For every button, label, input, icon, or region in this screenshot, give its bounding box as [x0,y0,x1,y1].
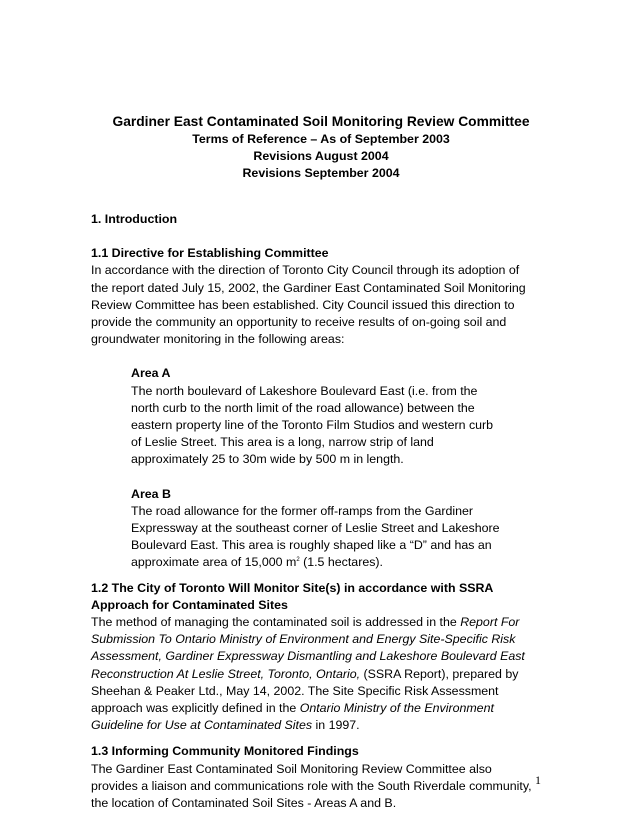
area-a-line: The north boulevard of Lakeshore Boulevard East (i.e. from the [131,383,478,398]
section-1-1-line: Review Committee has been established. City Council issued this direction to [91,297,515,312]
section-1-2-line [91,700,561,717]
section-1-2-text: approach was explicitly defined in the [91,701,300,716]
section-1-2-text: in 1997. [312,718,360,733]
section-1-2-text: (SSRA Report), prepared by [360,666,519,681]
subtitle-terms-of-reference: Terms of Reference – As of September 2003 [192,132,450,146]
section-1-2-line [91,717,561,734]
document-title: Gardiner East Contaminated Soil Monitoring Review Committee [112,114,530,129]
area-a-line: of Leslie Street. This area is a long, narrow strip of land [131,435,434,450]
area-b-line: The road allowance for the former off-ramps from the Gardiner [131,503,474,518]
section-1-2-heading: 1.2 The City of Toronto Will Monitor Site(s) in accordance with SSRA [91,580,494,595]
page-number: 1 [535,773,541,787]
area-a-line: north curb to the north limit of the road allowance) between the [131,400,475,415]
section-1-2-text: The method of managing the contaminated soil is addressed in the [91,615,461,630]
section-1-2-line: Sheehan & Peaker Ltd., May 14, 2002. The Site Specific Risk Assessment [91,683,499,698]
section-1-1-line: provide the community an opportunity to receive results of on-going soil and [91,315,507,330]
area-b-line: Boulevard East. This area is roughly shaped like a “D” and has an [131,538,492,553]
squared-superscript: 2 [296,557,300,564]
report-title-italic: Submission To Ontario Ministry of Environment and Energy Site-Specific Risk [91,632,516,647]
guideline-title-italic: Guideline for Use at Contaminated Sites [91,718,313,733]
area-b-hectares-text: (1.5 hectares). [299,555,383,570]
section-1-heading: 1. Introduction [91,212,178,226]
section-1-3-line: The Gardiner East Contaminated Soil Monitoring Review Committee also [91,761,492,776]
section-1-3-heading: 1.3 Informing Community Monitored Findings [91,744,359,759]
area-a-block [91,365,561,468]
title-block [90,113,552,182]
subtitle-revision-september: Revisions September 2004 [242,166,400,180]
document-body [91,211,561,812]
area-b-block [91,486,561,572]
area-b-area-text: approximate area of 15,000 m [131,555,297,570]
section-1-2-line [91,614,561,631]
section-1-1-line: the report dated July 15, 2002, the Gardiner East Contaminated Soil Monitoring [91,280,526,295]
area-a-line: eastern property line of the Toronto Film Studios and western curb [131,418,494,433]
area-b-area-line [131,554,561,571]
section-1-2-line [91,666,561,683]
area-b-heading: Area B [131,486,171,501]
section-1-3-line: provides a liaison and communications role with the South Riverdale community, [91,778,532,793]
report-title-italic: Assessment, Gardiner Expressway Dismantling and Lakeshore Boulevard East [91,649,525,664]
report-title-italic: Reconstruction At Leslie Street, Toronto, Ontario, [91,666,361,681]
area-a-heading: Area A [131,366,171,381]
report-title-italic: Report For [460,615,520,630]
guideline-title-italic: Ontario Ministry of the Environment [299,701,494,716]
area-a-line: approximately 25 to 30m wide by 500 m in length. [131,452,404,467]
section-1-1-heading: 1.1 Directive for Establishing Committee [91,246,329,261]
section-1-1-line: groundwater monitoring in the following areas: [91,332,345,347]
section-1-3-line: the location of Contaminated Soil Sites - Areas A and B. [91,796,397,811]
subtitle-revision-august: Revisions August 2004 [253,149,389,163]
section-1-2-heading: Approach for Contaminated Sites [91,597,288,612]
section-1-1-line: In accordance with the direction of Toronto City Council through its adoption of [91,263,520,278]
area-b-line: Expressway at the southeast corner of Leslie Street and Lakeshore [131,521,500,536]
